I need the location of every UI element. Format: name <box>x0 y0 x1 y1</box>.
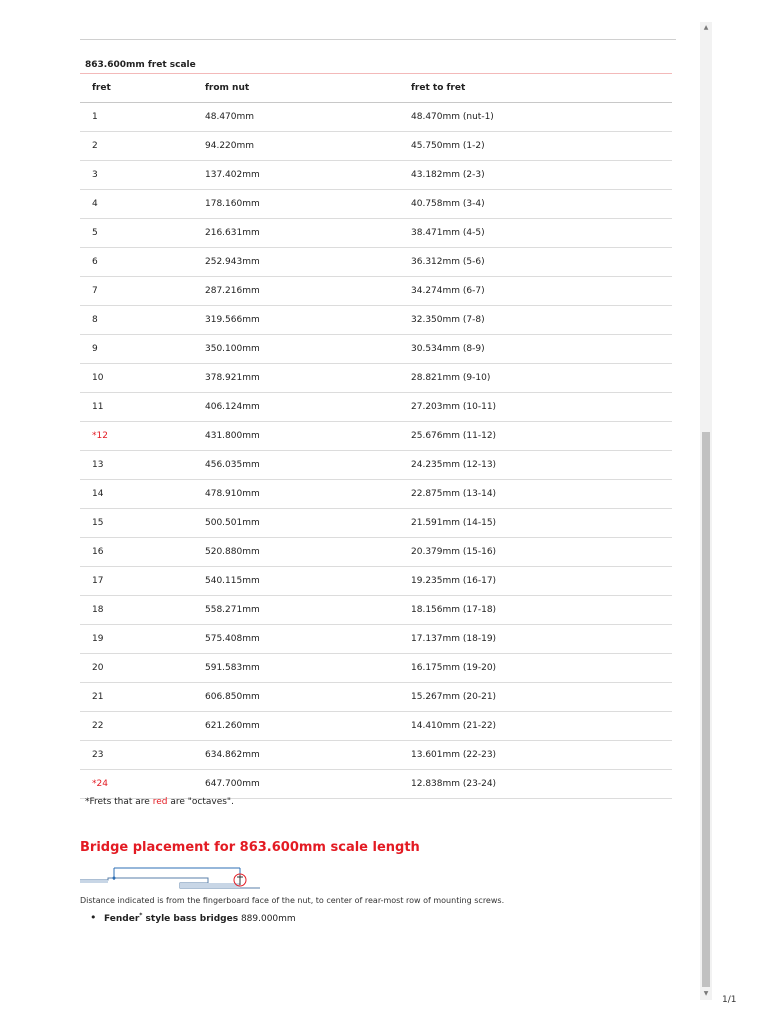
cell-fret-to-fret: 19.235mm (16-17) <box>411 567 672 596</box>
table-row <box>80 451 672 480</box>
list-item <box>90 912 296 924</box>
cell-fret: 3 <box>80 161 205 190</box>
cell-from-nut: 319.566mm <box>205 306 411 335</box>
top-divider <box>80 39 676 40</box>
table-caption: 863.600mm fret scale <box>85 60 196 70</box>
table-row <box>80 161 672 190</box>
cell-from-nut: 520.880mm <box>205 538 411 567</box>
cell-from-nut: 478.910mm <box>205 480 411 509</box>
table-row <box>80 538 672 567</box>
cell-fret-to-fret: 36.312mm (5-6) <box>411 248 672 277</box>
cell-fret-to-fret: 28.821mm (9-10) <box>411 364 672 393</box>
bridge-list <box>90 912 296 924</box>
cell-fret: 5 <box>80 219 205 248</box>
table-row <box>80 712 672 741</box>
cell-fret-to-fret: 40.758mm (3-4) <box>411 190 672 219</box>
table-header-row <box>80 74 672 103</box>
cell-fret-to-fret: 27.203mm (10-11) <box>411 393 672 422</box>
cell-fret-to-fret: 17.137mm (18-19) <box>411 625 672 654</box>
cell-fret: 1 <box>80 103 205 132</box>
cell-from-nut: 621.260mm <box>205 712 411 741</box>
cell-fret-to-fret: 48.470mm (nut-1) <box>411 103 672 132</box>
cell-from-nut: 634.862mm <box>205 741 411 770</box>
vertical-scrollbar[interactable] <box>700 22 712 1000</box>
cell-from-nut: 591.583mm <box>205 654 411 683</box>
cell-from-nut: 647.700mm <box>205 770 411 799</box>
brand-mark: * <box>139 912 143 919</box>
cell-fret: 21 <box>80 683 205 712</box>
cell-fret-to-fret: 20.379mm (15-16) <box>411 538 672 567</box>
cell-from-nut: 500.501mm <box>205 509 411 538</box>
header-from-nut: from nut <box>205 74 411 103</box>
cell-fret-to-fret: 18.156mm (17-18) <box>411 596 672 625</box>
bridge-style: style bass bridges <box>142 914 239 924</box>
cell-fret: 11 <box>80 393 205 422</box>
table-row <box>80 219 672 248</box>
cell-from-nut: 456.035mm <box>205 451 411 480</box>
cell-from-nut: 406.124mm <box>205 393 411 422</box>
table-row <box>80 509 672 538</box>
table-row <box>80 625 672 654</box>
table-row <box>80 422 672 451</box>
cell-fret: 4 <box>80 190 205 219</box>
cell-fret: 14 <box>80 480 205 509</box>
cell-fret: 10 <box>80 364 205 393</box>
cell-from-nut: 216.631mm <box>205 219 411 248</box>
cell-fret-to-fret: 34.274mm (6-7) <box>411 277 672 306</box>
table-row <box>80 248 672 277</box>
cell-fret-to-fret: 43.182mm (2-3) <box>411 161 672 190</box>
cell-from-nut: 252.943mm <box>205 248 411 277</box>
footnote-red-word: red <box>152 797 168 807</box>
cell-fret: 9 <box>80 335 205 364</box>
bridge-description: Distance indicated is from the fingerboard face of the nut, to center of rear-most row of mounting screws. <box>80 896 505 905</box>
cell-from-nut: 48.470mm <box>205 103 411 132</box>
cell-fret: 8 <box>80 306 205 335</box>
cell-from-nut: 94.220mm <box>205 132 411 161</box>
octave-footnote <box>85 797 234 807</box>
cell-fret-to-fret: 45.750mm (1-2) <box>411 132 672 161</box>
cell-from-nut: 350.100mm <box>205 335 411 364</box>
table-row <box>80 770 672 799</box>
header-fret-to-fret: fret to fret <box>411 74 672 103</box>
cell-fret-to-fret: 38.471mm (4-5) <box>411 219 672 248</box>
cell-fret-to-fret: 14.410mm (21-22) <box>411 712 672 741</box>
table-row <box>80 103 672 132</box>
cell-from-nut: 178.160mm <box>205 190 411 219</box>
cell-fret: 17 <box>80 567 205 596</box>
cell-fret: 22 <box>80 712 205 741</box>
table-row <box>80 132 672 161</box>
cell-from-nut: 287.216mm <box>205 277 411 306</box>
bridge-value: 889.000mm <box>238 914 296 924</box>
table-body <box>80 103 672 799</box>
cell-fret-to-fret: 32.350mm (7-8) <box>411 306 672 335</box>
page-count: 1/1 <box>722 995 737 1005</box>
scroll-up-icon[interactable]: ▲ <box>703 24 709 31</box>
cell-fret: 19 <box>80 625 205 654</box>
cell-fret-to-fret: 22.875mm (13-14) <box>411 480 672 509</box>
table-row <box>80 364 672 393</box>
cell-from-nut: 606.850mm <box>205 683 411 712</box>
cell-fret-to-fret: 21.591mm (14-15) <box>411 509 672 538</box>
bridge-heading: Bridge placement for 863.600mm scale length <box>80 840 420 855</box>
cell-fret-to-fret: 16.175mm (19-20) <box>411 654 672 683</box>
table-row <box>80 306 672 335</box>
table-row <box>80 683 672 712</box>
table-row <box>80 654 672 683</box>
footnote-text: *Frets that are <box>85 797 153 807</box>
cell-fret: 6 <box>80 248 205 277</box>
cell-fret-to-fret: 30.534mm (8-9) <box>411 335 672 364</box>
cell-fret-to-fret: 13.601mm (22-23) <box>411 741 672 770</box>
cell-fret-to-fret: 25.676mm (11-12) <box>411 422 672 451</box>
table-row <box>80 393 672 422</box>
cell-from-nut: 137.402mm <box>205 161 411 190</box>
bridge-brand: Fender <box>104 914 140 924</box>
table-row <box>80 480 672 509</box>
cell-fret: 16 <box>80 538 205 567</box>
cell-fret: 13 <box>80 451 205 480</box>
cell-fret-to-fret: 24.235mm (12-13) <box>411 451 672 480</box>
scroll-thumb[interactable] <box>702 432 710 987</box>
cell-fret: *12 <box>80 422 205 451</box>
table-row <box>80 596 672 625</box>
cell-from-nut: 431.800mm <box>205 422 411 451</box>
fret-table <box>80 74 672 799</box>
table-row <box>80 567 672 596</box>
table-row <box>80 335 672 364</box>
scroll-down-icon[interactable]: ▼ <box>703 990 709 997</box>
header-fret: fret <box>80 74 205 103</box>
footnote-text-end: are "octaves". <box>167 797 234 807</box>
cell-from-nut: 558.271mm <box>205 596 411 625</box>
cell-fret: 15 <box>80 509 205 538</box>
table-row <box>80 190 672 219</box>
cell-from-nut: 378.921mm <box>205 364 411 393</box>
cell-fret: 7 <box>80 277 205 306</box>
cell-fret: 2 <box>80 132 205 161</box>
cell-fret: 23 <box>80 741 205 770</box>
table-row <box>80 741 672 770</box>
cell-fret: 18 <box>80 596 205 625</box>
cell-fret: *24 <box>80 770 205 799</box>
cell-from-nut: 575.408mm <box>205 625 411 654</box>
bridge-diagram-icon <box>80 862 260 892</box>
table-row <box>80 277 672 306</box>
cell-fret: 20 <box>80 654 205 683</box>
cell-fret-to-fret: 12.838mm (23-24) <box>411 770 672 799</box>
cell-from-nut: 540.115mm <box>205 567 411 596</box>
cell-fret-to-fret: 15.267mm (20-21) <box>411 683 672 712</box>
